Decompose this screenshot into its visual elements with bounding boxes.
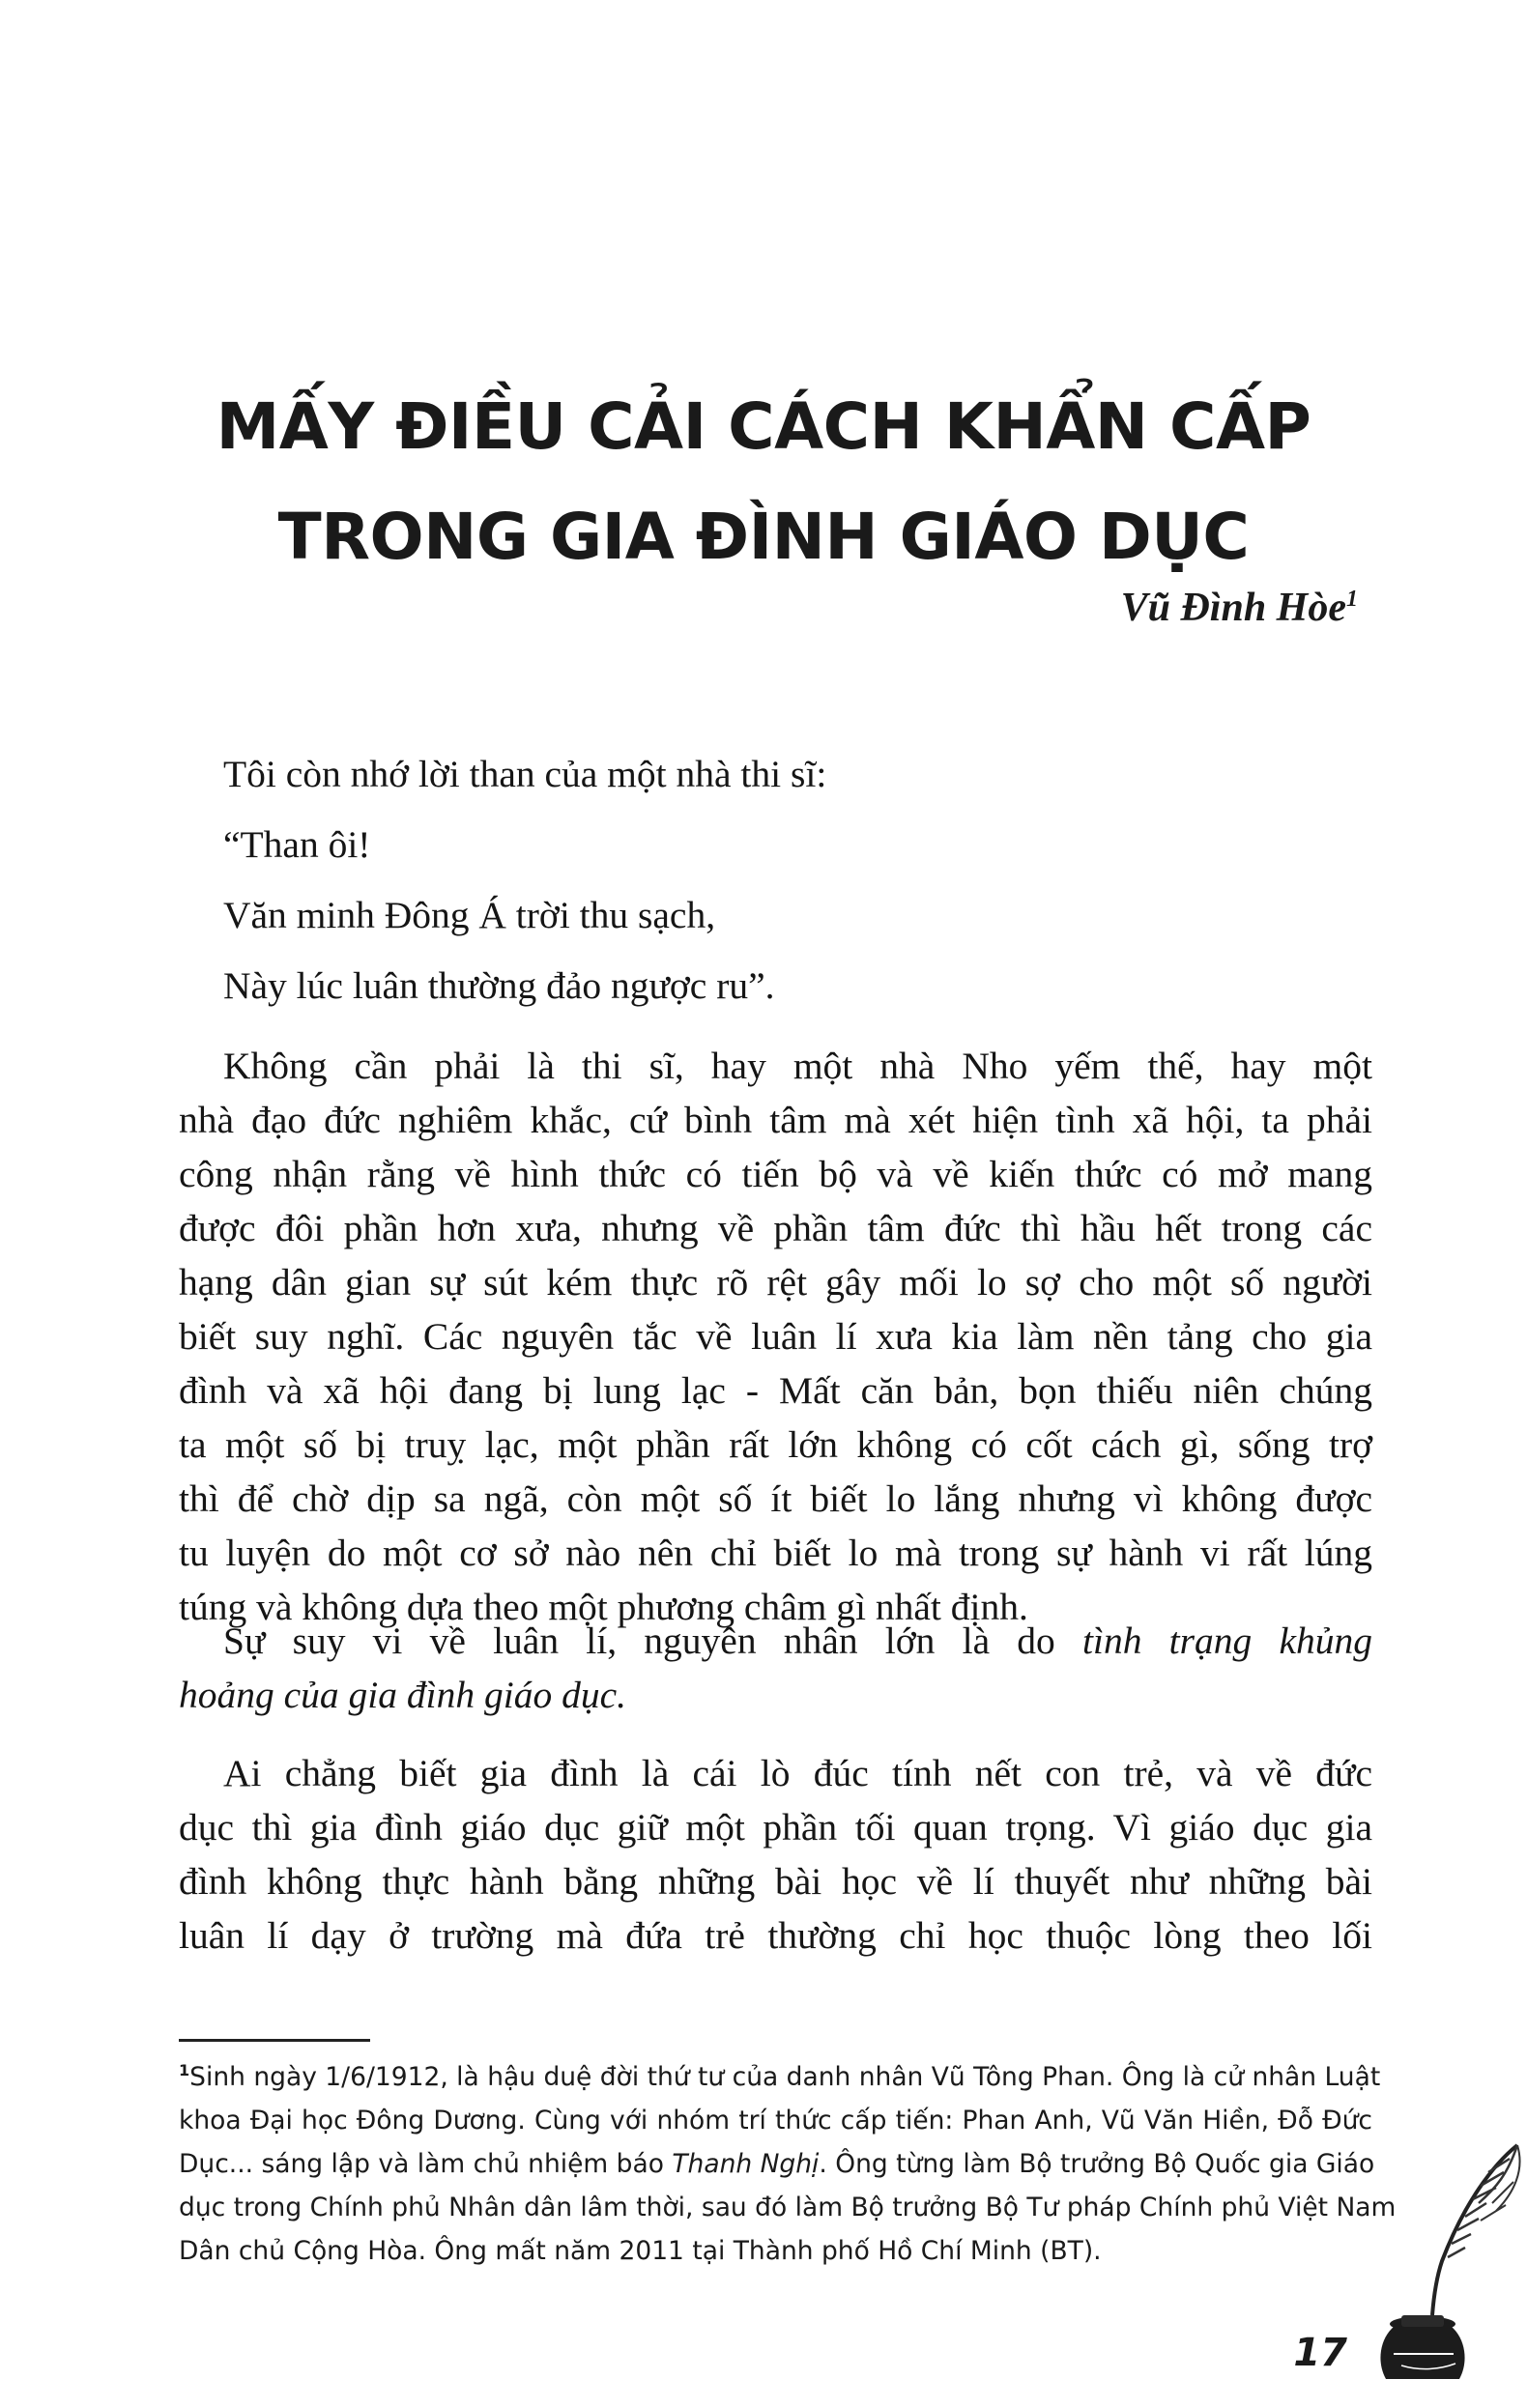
inkwell-quill-icon: [1372, 2126, 1527, 2408]
footnote-line: khoa Đại học Đông Dương. Cùng với nhóm trí thức cấp tiến: Phan Anh, Vũ Văn Hiền, Đỗ Đức: [179, 2105, 1372, 2136]
paragraph-text: Sự suy vi về luân lí, nguyên nhân lớn là do: [223, 1620, 1083, 1662]
paragraph-line: Không cần phải là thi sĩ, hay một nhà Nho yếm thế, hay một: [223, 1045, 1372, 1087]
paragraph-line: ta một số bị truỵ lạc, một phần rất lớn không có cốt cách gì, sống trợ: [179, 1423, 1372, 1466]
author-name: Vũ Đình Hòe: [1120, 586, 1346, 630]
verse-line: Này lúc luân thường đảo ngược ru”.: [223, 964, 775, 1007]
paragraph-line: dục thì gia đình giáo dục giữ một phần tối quan trọng. Vì giáo dục gia: [179, 1806, 1372, 1849]
footnote-line: dục trong Chính phủ Nhân dân lâm thời, sau đó làm Bộ trưởng Bộ Tư pháp Chính phủ Việt Nam: [179, 2192, 1397, 2222]
paragraph-line: đình không thực hành bằng những bài học về lí thuyết như những bài: [179, 1860, 1372, 1903]
footnote-text: Sinh ngày 1/6/1912, là hậu duệ đời thứ tư của danh nhân Vũ Tông Phan. Ông là cử nhân Luật: [189, 2061, 1381, 2092]
verse-line: “Than ôi!: [223, 823, 371, 866]
paragraph-line: thì để chờ dịp sa ngã, còn một số ít biết lo lắng nhưng vì không được: [179, 1477, 1372, 1520]
footnote-line: [179, 2049, 1381, 2099]
author-byline: [1121, 585, 1358, 631]
footnote-mark: 1: [179, 2061, 190, 2079]
chapter-title: [155, 372, 1372, 592]
author-footnote-mark: 1: [1346, 587, 1358, 612]
paragraph-line: Ai chẳng biết gia đình là cái lò đúc tính nết con trẻ, và về đức: [223, 1752, 1372, 1794]
paragraph-line: hạng dân gian sự sút kém thực rõ rệt gây mối lo sợ cho một số người: [179, 1261, 1372, 1304]
verse-line: Tôi còn nhớ lời than của một nhà thi sĩ:: [223, 753, 827, 795]
verse-line: Văn minh Đông Á trời thu sạch,: [223, 894, 716, 936]
paragraph-line: đình và xã hội đang bị lung lạc - Mất căn bản, bọn thiếu niên chúng: [179, 1369, 1372, 1412]
footnote-line: Dân chủ Cộng Hòa. Ông mất năm 2011 tại Thành phố Hồ Chí Minh (BT).: [179, 2235, 1102, 2266]
paragraph-2: [179, 1614, 1372, 1722]
footnote-divider: [179, 2039, 370, 2042]
paragraph-line: công nhận rằng về hình thức có tiến bộ và về kiến thức có mở mang: [179, 1153, 1372, 1195]
paragraph-1: [179, 1039, 1372, 1634]
footnote: [179, 2049, 1397, 2273]
verse-quote: [179, 739, 1372, 1021]
footnote-text: . Ông từng làm Bộ trưởng Bộ Quốc gia Giáo: [819, 2148, 1375, 2179]
paragraph-line: [179, 1668, 1372, 1722]
title-line-2: TRONG GIA ĐÌNH GIÁO DỤC: [277, 500, 1250, 574]
footnote-text: Dục... sáng lập và làm chủ nhiệm báo: [179, 2148, 673, 2179]
page-number: 17: [1293, 2331, 1347, 2375]
paragraph-line: tu luyện do một cơ sở nào nên chỉ biết lo mà trong sự hành vi rất lúng: [179, 1532, 1372, 1574]
paragraph-line: nhà đạo đức nghiêm khắc, cứ bình tâm mà xét hiện tình xã hội, ta phải: [179, 1099, 1372, 1141]
paragraph-line: [179, 1614, 1372, 1668]
paragraph-3: [179, 1746, 1372, 1963]
italic-phrase: tình trạng khủng: [1082, 1620, 1372, 1662]
italic-phrase: hoảng của gia đình giáo dục.: [179, 1674, 626, 1716]
paragraph-line: biết suy nghĩ. Các nguyên tắc về luân lí xưa kia làm nền tảng cho gia: [179, 1315, 1372, 1358]
title-line-1: MẤY ĐIỀU CẢI CÁCH KHẨN CẤP: [216, 389, 1311, 464]
paragraph-line: luân lí dạy ở trường mà đứa trẻ thường chỉ học thuộc lòng theo lối: [179, 1914, 1372, 1957]
paragraph-line: được đôi phần hơn xưa, nhưng về phần tâm đức thì hầu hết trong các: [179, 1207, 1372, 1249]
footnote-italic: Thanh Nghị: [672, 2148, 820, 2179]
paragraph-line: túng và không dựa theo một phương châm gì nhất định.: [179, 1586, 1028, 1628]
footnote-line: [179, 2142, 1375, 2186]
